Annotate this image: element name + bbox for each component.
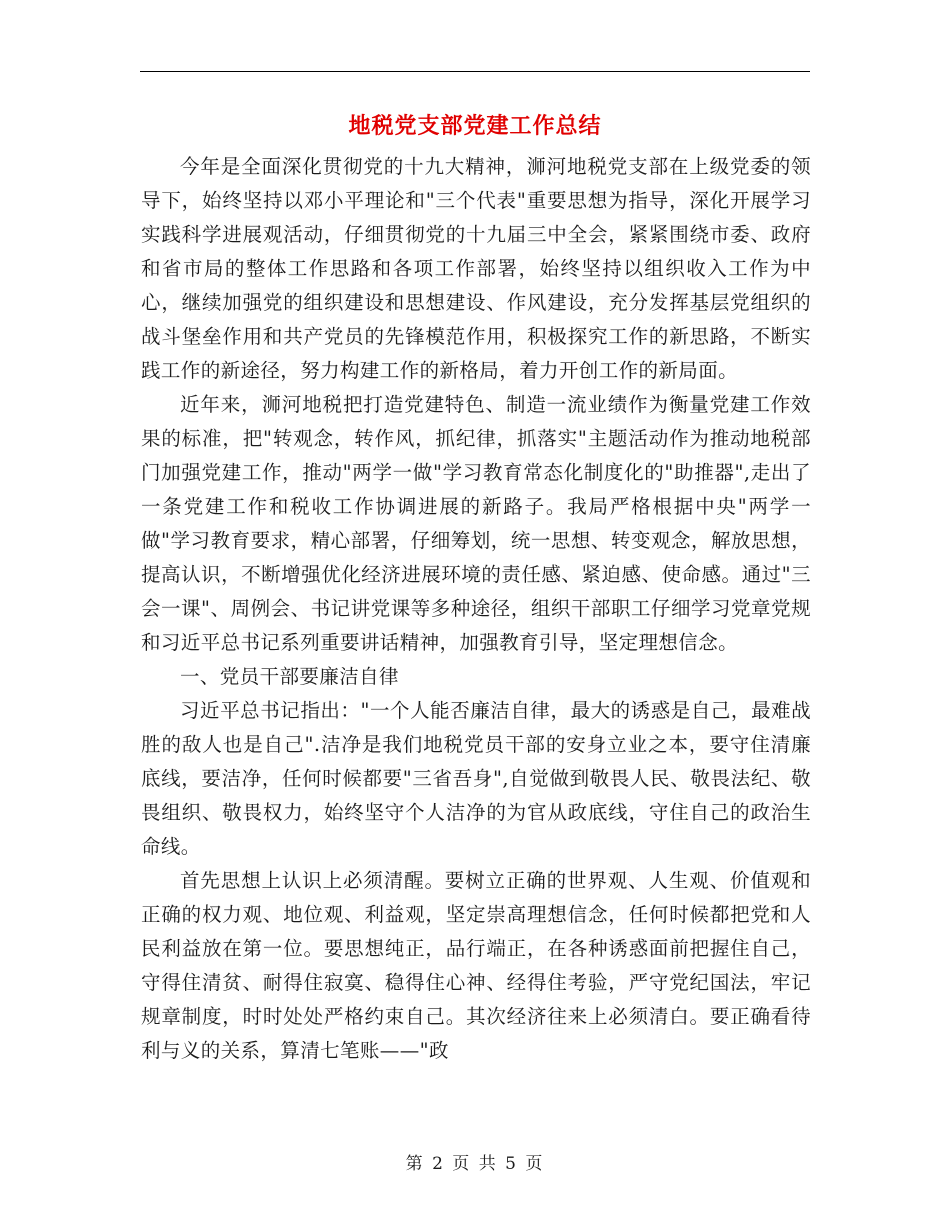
page-number: 第 2 页 共 5 页 xyxy=(405,1154,545,1174)
document-body xyxy=(141,150,811,1068)
paragraph-quote: 习近平总书记指出："一个人能否廉洁自律，最大的诱惑是自己，最难战胜的敌人也是自己".洁净是我们地税党员干部的安身立业之本，要守住清廉底线，要洁净，任何时候都要"三省吾身",自觉做到敬畏人民、敬畏法纪、敬畏组织、敬畏权力，始终坚守个人洁净的为官从政底线，守住自己的政治生命线。 xyxy=(141,699,811,858)
header-rule xyxy=(140,71,810,72)
document-title: 地税党支部党建工作总结 xyxy=(348,113,602,139)
paragraph-intro: 今年是全面深化贯彻党的十九大精神，浉河地税党支部在上级党委的领导下，始终坚持以邓小平理论和"三个代表"重要思想为指导，深化开展学习实践科学进展观活动，仔细贯彻党的十九届三中全会，紧紧围绕市委、政府和省市局的整体工作思路和各项工作部署，始终坚持以组织收入工作为中心，继续加强党的组织建设和思想建设、作风建设，充分发挥基层党组织的战斗堡垒作用和共产党员的先锋模范作用，积极探究工作的新思路，不断实践工作的新途径，努力构建工作的新格局，着力开创工作的新局面。 xyxy=(141,155,811,382)
section-heading: 一、党员干部要廉洁自律 xyxy=(180,665,399,688)
paragraph-first-points: 首先思想上认识上必须清醒。要树立正确的世界观、人生观、价值观和正确的权力观、地位观、利益观，坚定崇高理想信念，任何时候都把党和人民利益放在第一位。要思想纯正，品行端正，在各种诱惑面前把握住自己，守得住清贫、耐得住寂寞、稳得住心神、经得住考验，严守党纪国法，牢记规章制度，时时处处严格约束自己。其次经济往来上必须清白。要正确看待利与义的关系，算清七笔账——"政 xyxy=(141,869,811,1062)
paragraph-recent-years: 近年来，浉河地税把打造党建特色、制造一流业绩作为衡量党建工作效果的标准，把"转观念，转作风，抓纪律，抓落实"主题活动作为推动地税部门加强党建工作，推动"两学一做"学习教育常态化制度化的"助推器",走出了一条党建工作和税收工作协调进展的新路子。我局严格根据中央"两学一做"学习教育要求，精心部署，仔细筹划，统一思想、转变观念，解放思想，提高认识，不断增强优化经济进展环境的责任感、紧迫感、使命感。通过"三会一课"、周例会、书记讲党课等多种途径，组织干部职工仔细学习党章党规和习近平总书记系列重要讲话精神，加强教育引导，坚定理想信念。 xyxy=(141,393,811,654)
